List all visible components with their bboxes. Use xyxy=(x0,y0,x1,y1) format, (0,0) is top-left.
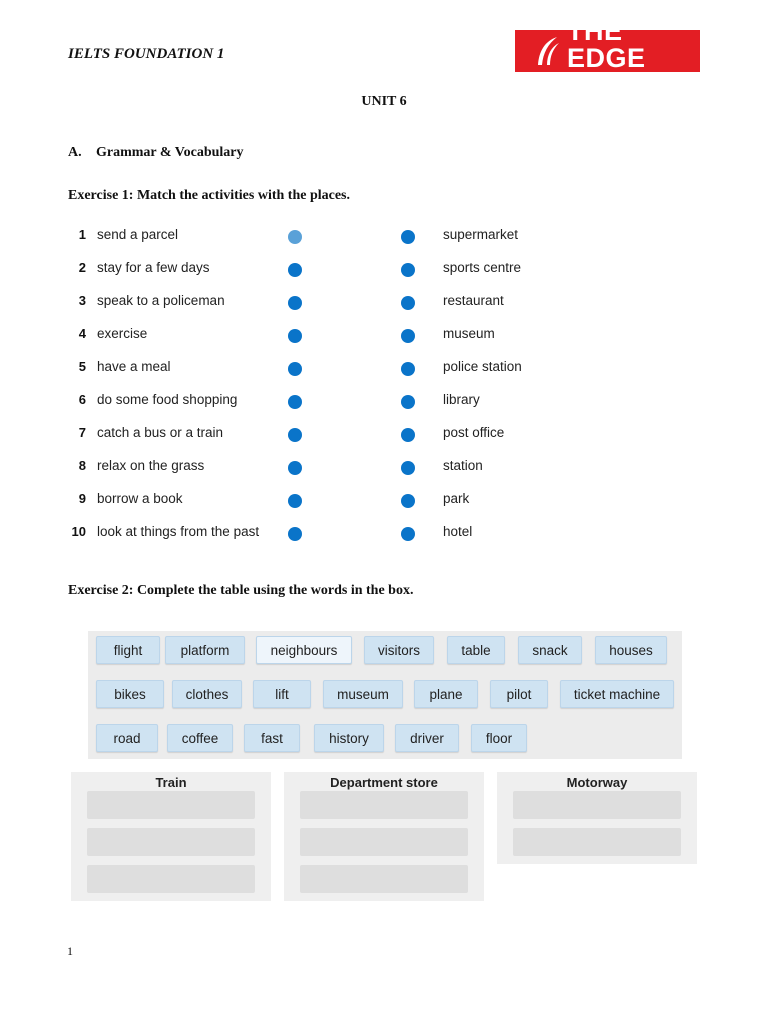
activity-connector-dot[interactable] xyxy=(288,362,302,376)
word-chip[interactable]: road xyxy=(96,724,158,752)
place-text: supermarket xyxy=(443,227,519,242)
place-text: hotel xyxy=(443,524,473,539)
place-connector-dot[interactable] xyxy=(401,362,415,376)
drop-slot[interactable] xyxy=(513,828,681,856)
activity-number: 1 xyxy=(78,227,86,242)
word-chip[interactable]: flight xyxy=(96,636,160,664)
word-chip[interactable]: plane xyxy=(414,680,478,708)
category-column xyxy=(71,772,271,901)
section-letter: A. xyxy=(68,145,82,160)
course-title: IELTS FOUNDATION 1 xyxy=(68,46,225,62)
word-chip[interactable]: snack xyxy=(518,636,582,664)
place-text: park xyxy=(443,491,470,506)
activity-number: 10 xyxy=(71,524,86,539)
word-chip[interactable]: houses xyxy=(595,636,667,664)
word-chip[interactable]: history xyxy=(314,724,384,752)
activity-connector-dot[interactable] xyxy=(288,230,302,244)
word-chip[interactable]: ticket machine xyxy=(560,680,674,708)
place-connector-dot[interactable] xyxy=(401,527,415,541)
category-column xyxy=(497,772,697,864)
place-text: sports centre xyxy=(443,260,522,275)
category-title: Train xyxy=(155,775,187,790)
word-chip[interactable]: driver xyxy=(395,724,459,752)
word-box xyxy=(88,631,682,759)
logo-sub-text: LEARNING CENTER xyxy=(609,73,662,84)
section-title: Grammar & Vocabulary xyxy=(96,145,244,160)
word-chip[interactable]: pilot xyxy=(490,680,548,708)
activity-text: have a meal xyxy=(97,359,171,374)
activity-text: stay for a few days xyxy=(97,260,210,275)
activity-connector-dot[interactable] xyxy=(288,428,302,442)
activity-text: relax on the grass xyxy=(97,458,205,473)
drop-slot[interactable] xyxy=(300,865,468,893)
place-connector-dot[interactable] xyxy=(401,461,415,475)
logo-main-text: THE EDGE xyxy=(567,16,646,73)
place-text: station xyxy=(443,458,483,473)
category-column xyxy=(284,772,484,901)
sail-logo-icon xyxy=(535,35,561,67)
activity-connector-dot[interactable] xyxy=(288,296,302,310)
activity-connector-dot[interactable] xyxy=(288,263,302,277)
word-chip[interactable]: bikes xyxy=(96,680,164,708)
place-connector-dot[interactable] xyxy=(401,428,415,442)
word-chip[interactable]: visitors xyxy=(364,636,434,664)
word-chip[interactable]: clothes xyxy=(172,680,242,708)
unit-title: UNIT 6 xyxy=(361,94,407,109)
section-heading xyxy=(68,145,244,161)
activity-connector-dot[interactable] xyxy=(288,494,302,508)
word-chip[interactable]: museum xyxy=(323,680,403,708)
activity-number: 4 xyxy=(78,326,86,341)
place-text: museum xyxy=(443,326,495,341)
activity-number: 6 xyxy=(78,392,86,407)
activity-connector-dot[interactable] xyxy=(288,395,302,409)
drop-slot[interactable] xyxy=(87,791,255,819)
activity-number: 8 xyxy=(78,458,86,473)
category-title: Department store xyxy=(330,775,438,790)
category-title: Motorway xyxy=(566,775,628,790)
word-chip[interactable]: table xyxy=(447,636,505,664)
activity-number: 9 xyxy=(78,491,86,506)
activity-number: 3 xyxy=(78,293,86,308)
activity-connector-dot[interactable] xyxy=(288,461,302,475)
drop-slot[interactable] xyxy=(513,791,681,819)
activity-text: borrow a book xyxy=(97,491,183,506)
place-text: library xyxy=(443,392,480,407)
place-connector-dot[interactable] xyxy=(401,395,415,409)
drop-slot[interactable] xyxy=(87,865,255,893)
drop-slot[interactable] xyxy=(87,828,255,856)
activity-number: 7 xyxy=(78,425,86,440)
place-connector-dot[interactable] xyxy=(401,329,415,343)
activity-text: catch a bus or a train xyxy=(97,425,224,440)
activity-connector-dot[interactable] xyxy=(288,527,302,541)
word-chip[interactable]: platform xyxy=(165,636,245,664)
activity-text: exercise xyxy=(97,326,148,341)
activity-text: send a parcel xyxy=(97,227,179,242)
place-connector-dot[interactable] xyxy=(401,230,415,244)
place-text: post office xyxy=(443,425,505,440)
activity-text: look at things from the past xyxy=(97,524,260,539)
word-chip[interactable]: floor xyxy=(471,724,527,752)
place-text: restaurant xyxy=(443,293,504,308)
activity-text: do some food shopping xyxy=(97,392,238,407)
word-chip[interactable]: coffee xyxy=(167,724,233,752)
activity-connector-dot[interactable] xyxy=(288,329,302,343)
word-chip[interactable]: fast xyxy=(244,724,300,752)
exercise-1-title: Exercise 1: Match the activities with the places. xyxy=(68,188,351,203)
place-connector-dot[interactable] xyxy=(401,494,415,508)
drop-slot[interactable] xyxy=(300,828,468,856)
activity-number: 5 xyxy=(78,359,86,374)
drop-slot[interactable] xyxy=(300,791,468,819)
activity-number: 2 xyxy=(78,260,86,275)
place-text: police station xyxy=(443,359,522,374)
word-chip[interactable]: lift xyxy=(253,680,311,708)
place-connector-dot[interactable] xyxy=(401,263,415,277)
exercise-2-title: Exercise 2: Complete the table using the words in the box. xyxy=(68,583,414,598)
word-chip[interactable]: neighbours xyxy=(256,636,352,664)
activity-text: speak to a policeman xyxy=(97,293,225,308)
brand-logo xyxy=(515,16,700,84)
place-connector-dot[interactable] xyxy=(401,296,415,310)
page-number: 1 xyxy=(67,944,73,958)
